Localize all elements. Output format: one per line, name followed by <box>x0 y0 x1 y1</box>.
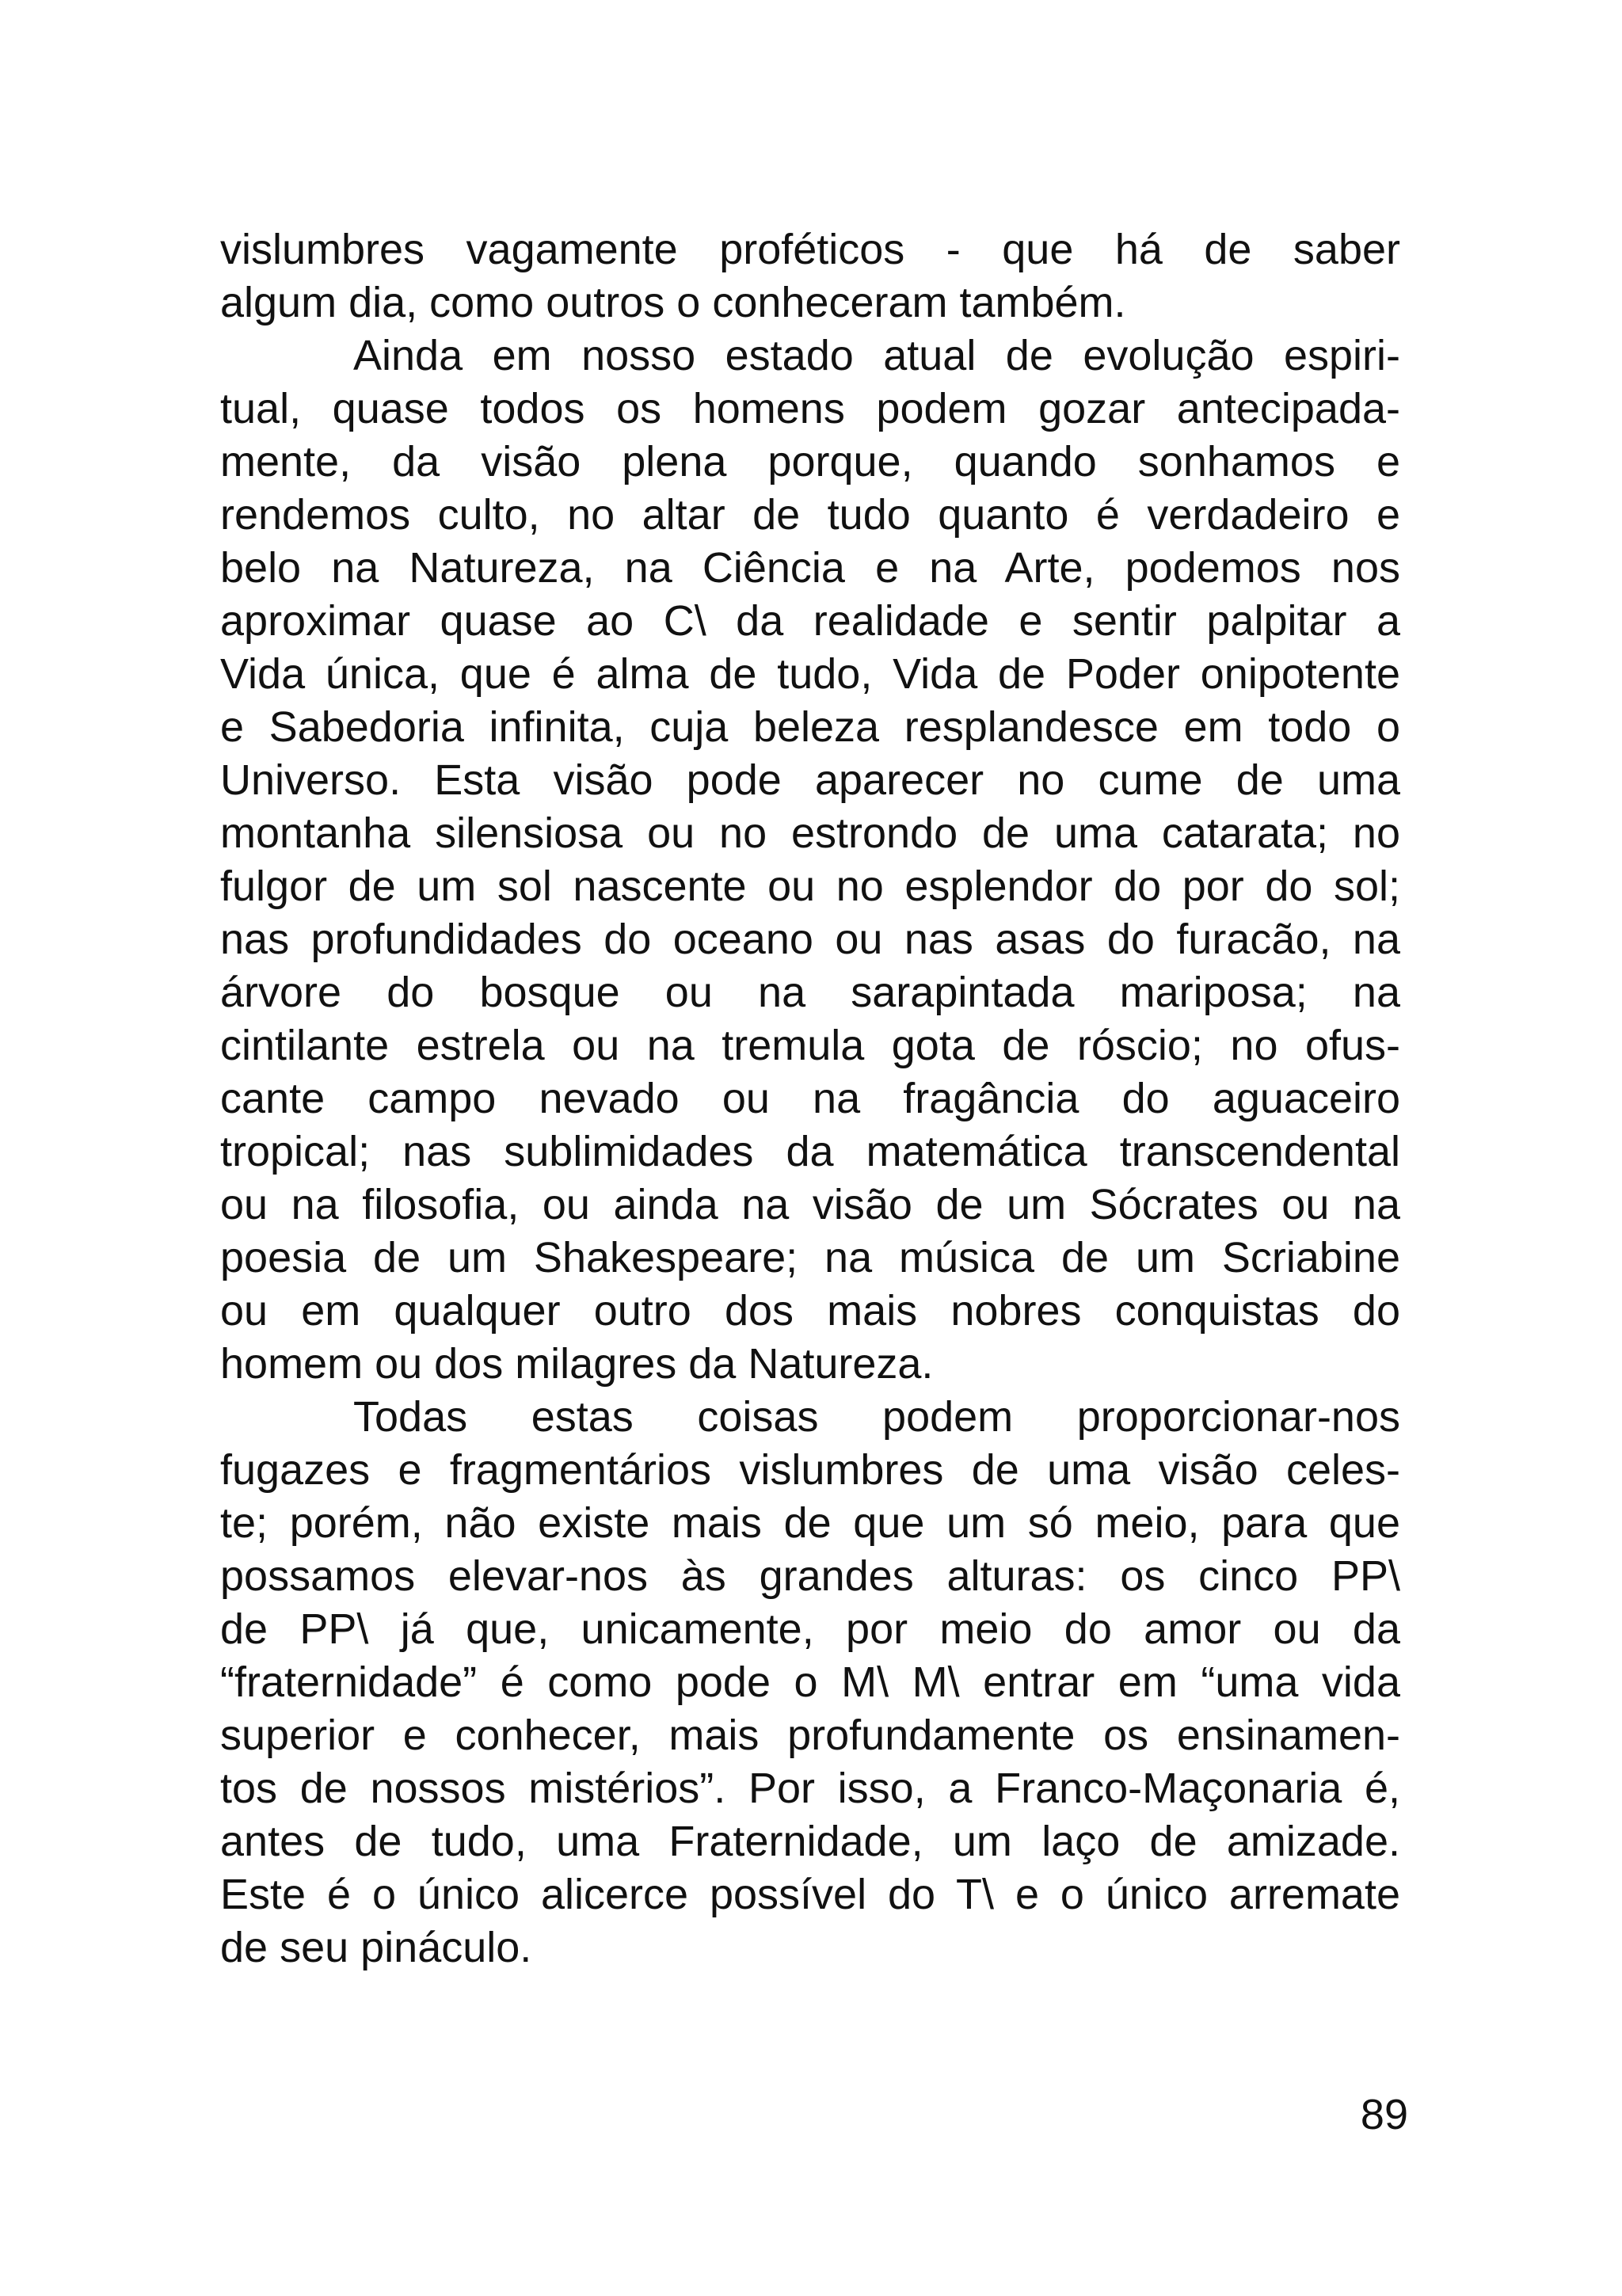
text-line: mente, da visão plena porque, quando sonhamos e <box>220 438 1400 485</box>
text-line: fugazes e fragmentários vislumbres de uma visão celes- <box>220 1446 1400 1494</box>
text-line: superior e conhecer, mais profundamente os ensinamen- <box>220 1712 1400 1759</box>
text-line: Ainda em nosso estado atual de evolução espiri- <box>353 332 1400 379</box>
text-line: aproximar quase ao C\ da realidade e sentir palpitar a <box>220 597 1400 645</box>
text-line: belo na Natureza, na Ciência e na Arte, podemos nos <box>220 544 1400 592</box>
text-line: de PP\ já que, unicamente, por meio do amor ou da <box>220 1605 1400 1653</box>
text-line: “fraternidade” é como pode o M\ M\ entrar em “uma vida <box>220 1658 1400 1706</box>
text-line: tropical; nas sublimidades da matemática transcendental <box>220 1128 1400 1175</box>
text-line: e Sabedoria infinita, cuja beleza resplandesce em todo o <box>220 703 1400 751</box>
text-line: Vida única, que é alma de tudo, Vida de Poder onipotente <box>220 650 1400 698</box>
text-line: rendemos culto, no altar de tudo quanto é verdadeiro e <box>220 491 1400 539</box>
text-line: ou na filosofia, ou ainda na visão de um Sócrates ou na <box>220 1181 1400 1228</box>
page-number: 89 <box>1360 2091 1408 2138</box>
text-line: cante campo nevado ou na fragância do aguaceiro <box>220 1075 1400 1122</box>
text-line: cintilante estrela ou na tremula gota de róscio; no ofus- <box>220 1022 1400 1069</box>
text-line: nas profundidades do oceano ou nas asas do furacão, na <box>220 916 1400 963</box>
text-line: antes de tudo, uma Fraternidade, um laço de amizade. <box>220 1818 1400 1865</box>
text-line: tos de nossos mistérios”. Por isso, a Franco-Maçonaria é, <box>220 1765 1400 1812</box>
text-line: fulgor de um sol nascente ou no esplendor do por do sol; <box>220 862 1400 910</box>
text-line: homem ou dos milagres da Natureza. <box>220 1340 934 1388</box>
text-line: te; porém, não existe mais de que um só meio, para que <box>220 1499 1400 1547</box>
text-line: Universo. Esta visão pode aparecer no cume de uma <box>220 756 1400 804</box>
text-line: ou em qualquer outro dos mais nobres conquistas do <box>220 1287 1400 1335</box>
text-line: poesia de um Shakespeare; na música de um Scriabine <box>220 1234 1400 1281</box>
text-line: Este é o único alicerce possível do T\ e o único arremate <box>220 1871 1400 1918</box>
text-line: Todas estas coisas podem proporcionar-nos <box>353 1393 1400 1441</box>
text-line: algum dia, como outros o conheceram também. <box>220 279 1126 326</box>
text-line: possamos elevar-nos às grandes alturas: os cinco PP\ <box>220 1552 1400 1600</box>
text-line: montanha silensiosa ou no estrondo de uma catarata; no <box>220 809 1400 857</box>
text-line: tual, quase todos os homens podem gozar antecipada- <box>220 385 1400 432</box>
text-line: vislumbres vagamente proféticos - que há de saber <box>220 226 1400 273</box>
text-line: de seu pináculo. <box>220 1924 532 1971</box>
body-text <box>220 223 1400 1974</box>
text-line: árvore do bosque ou na sarapintada mariposa; na <box>220 969 1400 1016</box>
